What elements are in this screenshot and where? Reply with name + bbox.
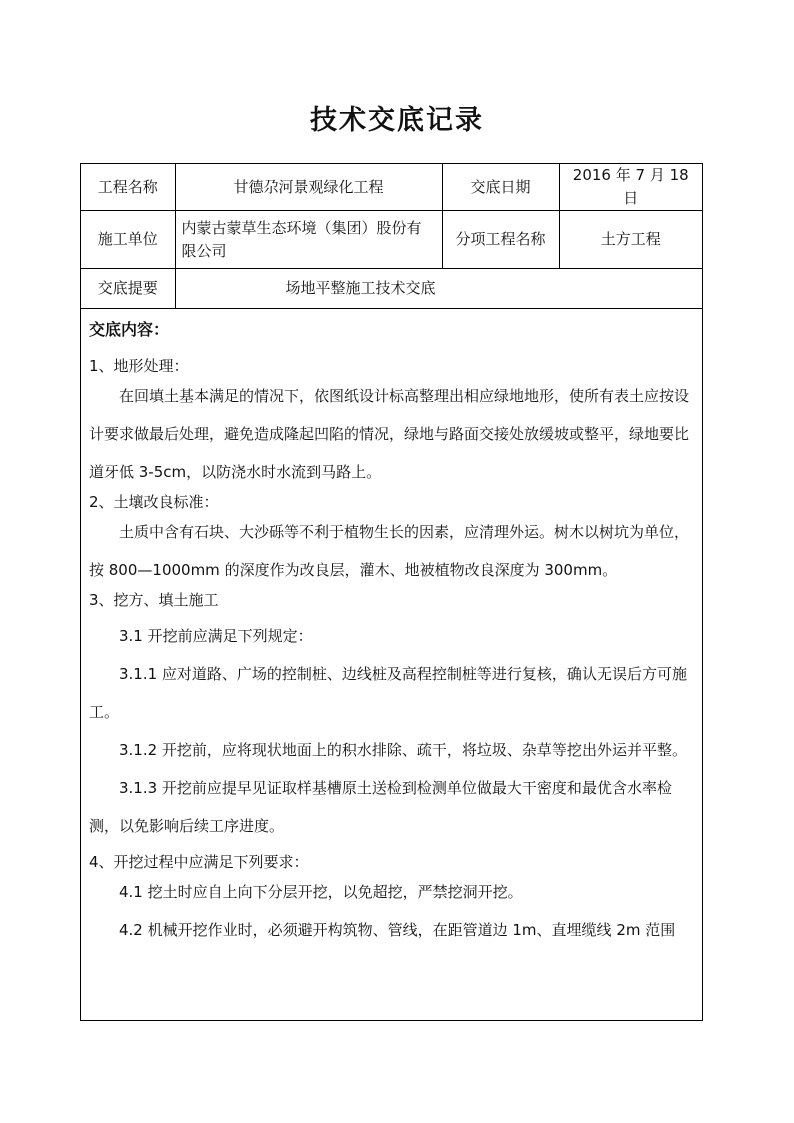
section-3-1-3: 3.1.3 开挖前应提早见证取样基槽原土送检到检测单位做最大干密度和最优含水率检测，以免影响后续工序进度。 xyxy=(89,779,672,835)
header-table xyxy=(81,164,702,309)
document-title: 技术交底记录 xyxy=(310,105,484,136)
section-3-1-2: 3.1.2 开挖前，应将现状地面上的积水排除、疏干，将垃圾、杂草等挖出外运并平整。 xyxy=(119,741,687,759)
section-4-1: 4.1 挖土时应自上向下分层开挖，以免超挖，严禁挖洞开挖。 xyxy=(119,883,523,901)
content-heading: 交底内容： xyxy=(89,320,170,339)
section-4-2: 4.2 机械开挖作业时，必须避开构筑物、管线，在距管道边 1m、直埋缆线 2m 范围 xyxy=(119,921,676,939)
section-3-1-1: 3.1.1 应对道路、广场的控制桩、边线桩及高程控制桩等进行复核，确认无误后方可施工。 xyxy=(89,665,687,721)
subproject-value: 土方工程 xyxy=(559,211,702,269)
date-label: 交底日期 xyxy=(442,164,559,211)
section-3-1: 3.1 开挖前应满足下列规定： xyxy=(119,627,313,645)
section-2-body: 土质中含有石块、大沙砾等不利于植物生长的因素，应清理外运。树木以树坑为单位，按 800—1000mm 的深度作为改良层，灌木、地被植物改良深度为 300mm。 xyxy=(89,523,690,579)
section-1-body: 在回填土基本满足的情况下，依图纸设计标高整理出相应绿地地形，使所有表土应按设计要求做最后处理，避免造成隆起凹陷的情况，绿地与路面交接处放缓坡或整平，绿地要比道牙低 3-5cm，以防浇水时水流到马路上。 xyxy=(89,387,690,481)
summary-value: 场地平整施工技术交底 xyxy=(175,269,702,309)
subproject-label: 分项工程名称 xyxy=(442,211,559,269)
section-4-title: 4、开挖过程中应满足下列要求： xyxy=(89,853,309,871)
disclosure-content xyxy=(81,309,702,949)
summary-label: 交底提要 xyxy=(81,269,175,309)
project-name-value: 甘德尕河景观绿化工程 xyxy=(175,164,442,211)
unit-value: 内蒙古蒙草生态环境（集团）股份有限公司 xyxy=(175,211,442,269)
section-1-title: 1、地形处理： xyxy=(89,357,189,375)
date-value: 2016 年 7 月 18 日 xyxy=(559,164,702,211)
section-3-title: 3、挖方、填土施工 xyxy=(89,591,219,609)
record-table xyxy=(80,163,703,1021)
unit-label: 施工单位 xyxy=(81,211,175,269)
section-2-title: 2、土壤改良标准： xyxy=(89,493,219,511)
project-name-label: 工程名称 xyxy=(81,164,175,211)
